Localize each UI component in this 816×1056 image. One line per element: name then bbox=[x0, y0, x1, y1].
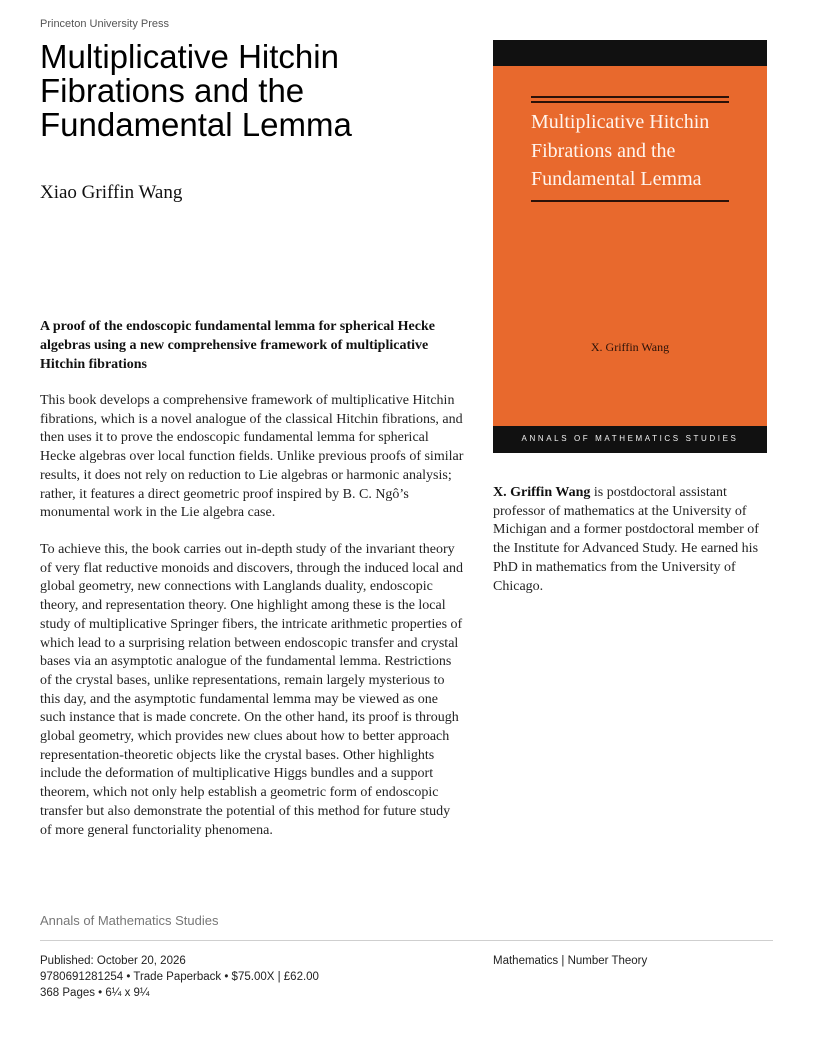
cover-rule-bottom bbox=[531, 200, 729, 202]
cover-series-name: ANNALS OF MATHEMATICS STUDIES bbox=[521, 434, 739, 443]
book-author: Xiao Griffin Wang bbox=[40, 182, 183, 203]
description-paragraph-1: This book develops a comprehensive framework of multiplicative Hitchin fibrations, which is a novel analogue of the classical Hitchin fibrations, and then uses it to prove the endoscopic fundamental lemma for spherical Hecke algebras over local function fields. Unlike previous proofs of similar results, it does not rely on reduction to Lie algebras or harmonic analysis; rather, it features a direct geometric proof inspired by B. C. Ngô’s monumental work in the Lie algebra case. bbox=[40, 393, 464, 521]
author-bio-text: is postdoctoral assistant professor of mathematics at the University of Michigan and a former postdoctoral member of the Institute for Advanced Study. He earned his PhD in mathematics from the University of Chicago. bbox=[493, 485, 759, 594]
book-cover bbox=[493, 40, 767, 453]
cover-top-band bbox=[493, 40, 767, 66]
cover-rule-top-second bbox=[531, 101, 729, 103]
page-count-trim-size: 368 Pages • 6¼ x 9¼ bbox=[40, 987, 150, 999]
book-tagline: A proof of the endoscopic fundamental lemma for spherical Hecke algebras using a new comprehensive framework of multiplicative Hitchin fibrations bbox=[40, 319, 435, 372]
cover-rule-top bbox=[531, 96, 729, 98]
series-name: Annals of Mathematics Studies bbox=[40, 913, 219, 928]
isbn-format-price: 9780691281254 • Trade Paperback • $75.00X | £62.00 bbox=[40, 971, 319, 983]
subject-categories: Mathematics | Number Theory bbox=[493, 955, 648, 967]
publisher-name: Princeton University Press bbox=[40, 18, 169, 30]
cover-author: X. Griffin Wang bbox=[590, 340, 670, 354]
cover-title: Multiplicative Hitchin Fibrations and the Fundamental Lemma bbox=[531, 111, 710, 190]
author-bio-name: X. Griffin Wang bbox=[493, 485, 591, 500]
cover-bottom-band bbox=[493, 426, 767, 453]
footer-divider bbox=[40, 940, 773, 941]
author-bio bbox=[493, 484, 768, 596]
description-paragraph-2: To achieve this, the book carries out in-depth study of the invariant theory of very flat reductive monoids and discovers, through the induced local and global geometry, new connections with Langlands duality, endoscopic theory, and representation theory. One highlight among these is the local study of multiplicative Springer fibers, the intricate arithmetic properties of which lead to a surprising relation between endoscopic transfer and crystal bases via an asymptotic analogue of the fundamental lemma. Restrictions of the crystal bases, unlike representations, remain largely mysterious to this day, and the asymptotic fundamental lemma may be viewed as one such instance that is made concrete. On the other hand, its proof is through global geometry, which provides new clues about how to better approach representation-theoretic objects like the crystal bases. Other highlights include the deformation of multiplicative Higgs bundles and a support theorem, which not only help establish a geometric form of endoscopic transfer but also demonstrate the potential of this method for future study of more general functoriality phenomena. bbox=[40, 542, 463, 838]
book-title: Multiplicative Hitchin Fibrations and the Fundamental Lemma bbox=[40, 38, 352, 143]
publication-date: Published: October 20, 2026 bbox=[40, 955, 186, 967]
